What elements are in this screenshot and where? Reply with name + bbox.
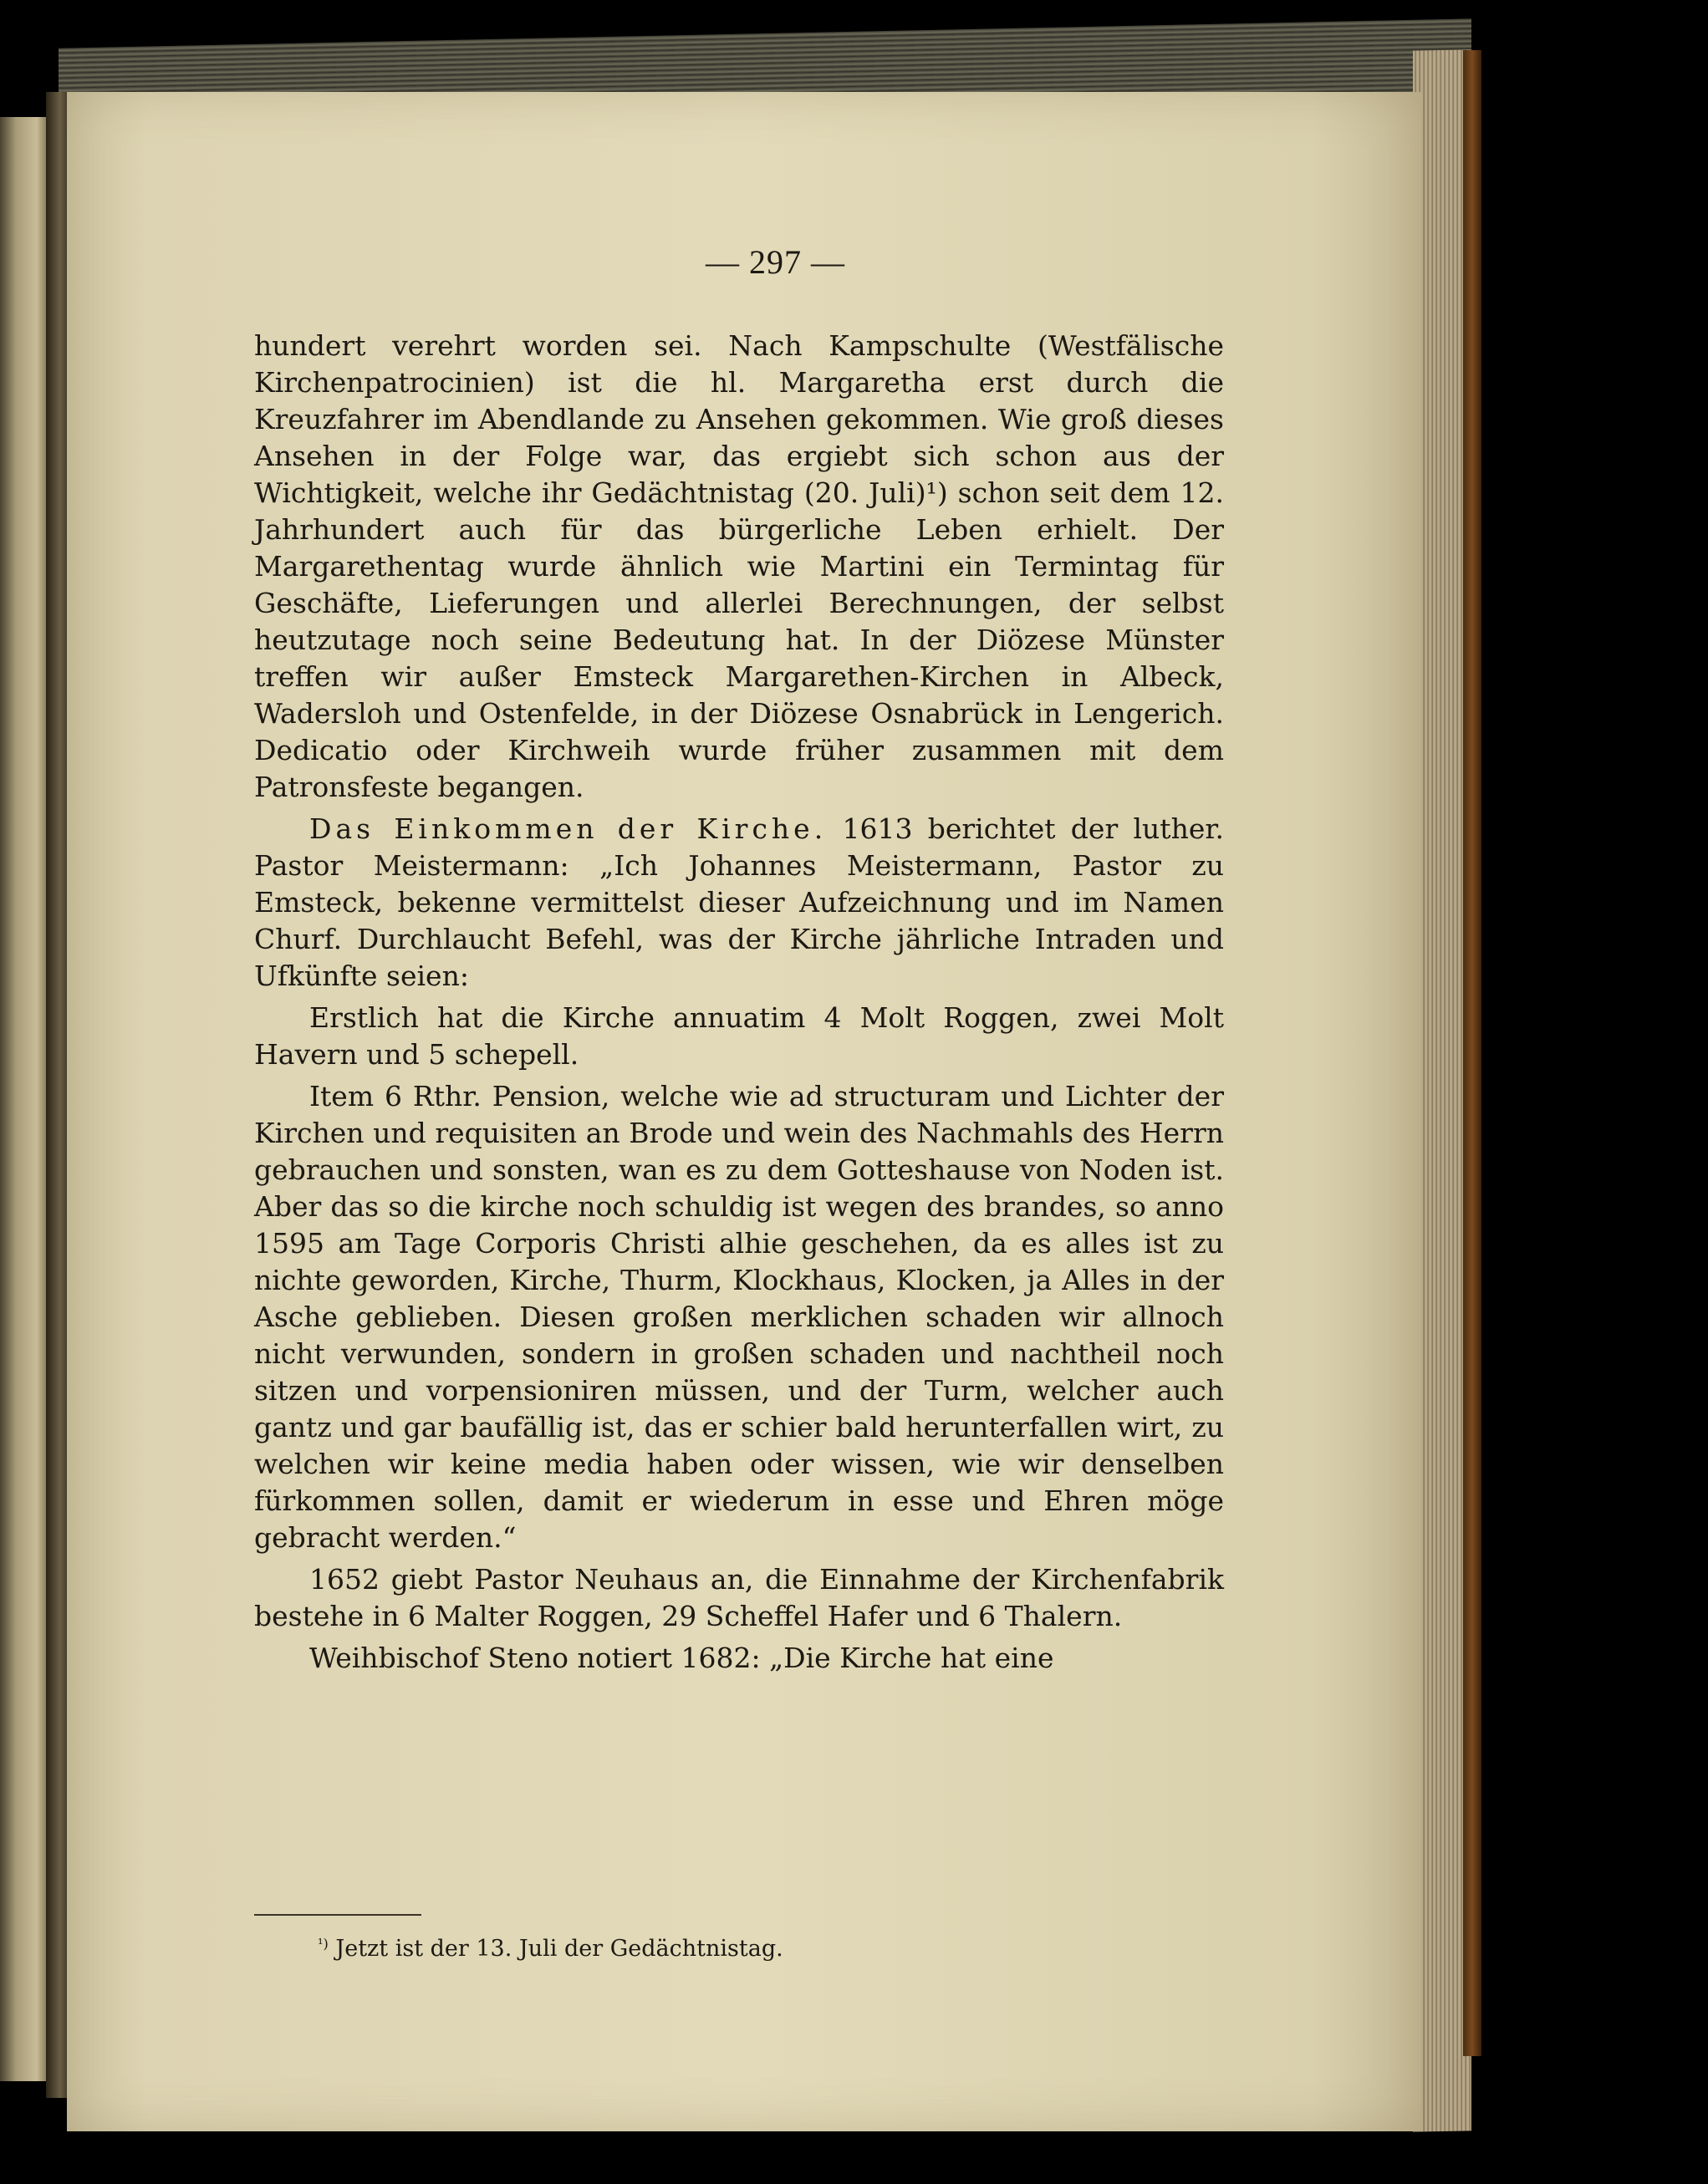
- paragraph: Item 6 Rthr. Pension, welche wie ad structuram und Lichter der Kirchen und requisiten an Brode und wein des Nachmahls des Herrn gebrauchen und sonsten, wan es zu dem Gotteshause von Noden ist. Aber das so die kirche noch schuldig ist wegen des brandes, so anno 1595 am Tage Corporis Christi alhie geschehen, da es alles ist zu nichte geworden, Kirche, Thurm, Klockhaus, Klocken, ja Alles in der Asche geblieben. Diesen großen merklichen schaden wir allnoch nicht verwunden, sondern in großen schaden und nachtheil noch sitzen und vorpensioniren müssen, und der Turm, welcher auch gantz und gar baufällig ist, das er schier bald herunterfallen wirt, zu welchen wir keine media haben oder wissen, wie wir denselben fürkommen sollen, damit er wiederum in esse und Ehren möge gebracht werden.“: [254, 1080, 1224, 1554]
- paragraph: 1652 giebt Pastor Neuhaus an, die Einnahme der Kirchenfabrik bestehe in 6 Malter Roggen, 29 Scheffel Hafer und 6 Thalern.: [254, 1563, 1224, 1632]
- footnote-text: Jetzt ist der 13. Juli der Gedächtnistag.: [328, 1936, 783, 1962]
- paragraph: Weihbischof Steno notiert 1682: „Die Kirche hat eine: [309, 1642, 1054, 1674]
- page-number: — 297 —: [706, 243, 845, 281]
- footnote: [318, 1935, 1070, 1963]
- paragraph-text: 1613 berichtet der luther. Pastor Meistermann: „Ich Johannes Meistermann, Pastor zu Emsteck, bekenne vermittelst dieser Aufzeichnung und im Namen Churf. Durchlaucht Befehl, was der Kirche jährliche Intraden und Ufkünfte seien:: [254, 812, 1224, 992]
- book-gutter: [46, 92, 69, 2098]
- page-body-text: [254, 328, 1224, 1682]
- paragraph: hundert verehrt worden sei. Nach Kampschulte (Westfälische Kirchenpatrocinien) ist die hl. Margaretha erst durch die Kreuzfahrer im Abendlande zu Ansehen gekommen. Wie groß dieses Ansehen in der Folge war, das ergiebt sich schon aus der Wichtigkeit, welche ihr Gedächtnistag (20. Juli)¹) schon seit dem 12. Jahrhundert auch für das bürgerliche Leben erhielt. Der Margarethentag wurde ähnlich wie Martini ein Termintag für Geschäfte, Lieferungen und allerlei Berechnungen, der selbst heutzutage noch seine Bedeutung hat. In der Diözese Münster treffen wir außer Emsteck Margarethen-Kirchen in Albeck, Wadersloh und Ostenfelde, in der Diözese Osnabrück in Lengerich. Dedicatio oder Kirchweih wurde früher zusammen mit dem Patronsfeste begangen.: [254, 329, 1224, 803]
- book-cover-edge: [1463, 50, 1481, 2056]
- section-lead: Das Einkommen der Kirche.: [309, 812, 828, 845]
- paragraph: [254, 811, 1224, 995]
- book-page: [67, 92, 1421, 2131]
- footnote-divider: [254, 1914, 421, 1916]
- paragraph: Erstlich hat die Kirche annuatim 4 Molt Roggen, zwei Molt Havern und 5 schepell.: [254, 1001, 1224, 1071]
- left-page-edge: [0, 117, 46, 2081]
- footnote-marker: ¹): [318, 1936, 329, 1952]
